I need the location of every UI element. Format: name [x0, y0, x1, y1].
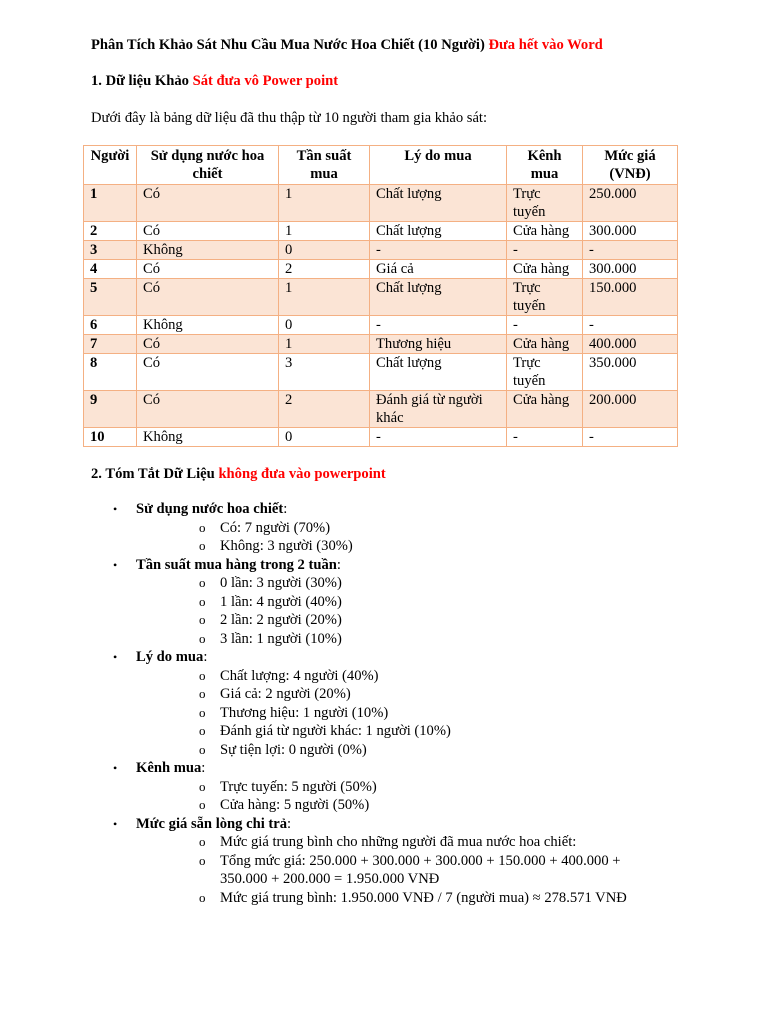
summary-label-colon: :	[203, 649, 208, 665]
cell-person: 1	[84, 185, 137, 222]
summary-subitem	[91, 722, 691, 741]
summary-subitem-text: Thương hiệu: 1 người (10%)	[220, 704, 389, 721]
circle-bullet-icon: o	[199, 519, 206, 535]
summary-subitem-text: Mức giá trung bình cho những người đã mua nước hoa chiết:	[220, 834, 577, 850]
summary-label: Lý do mua	[136, 649, 204, 665]
section1-note: Sát đưa vô Power point	[192, 73, 339, 89]
bullet-dot-icon: •	[113, 816, 118, 831]
cell-frequency: 0	[279, 241, 370, 260]
summary-label-colon: :	[287, 815, 292, 832]
cell-person: 5	[84, 279, 137, 316]
summary-bullet-text	[136, 759, 205, 778]
cell-person: 9	[84, 391, 137, 428]
summary-group	[91, 648, 691, 759]
title-main: Phân Tích Khảo Sát Nhu Cầu Mua Nước Hoa Chiết (10 Người)	[91, 37, 485, 53]
cell-frequency: 0	[279, 428, 370, 447]
header-cell-reason: Lý do mua	[370, 146, 507, 185]
section2-heading	[91, 466, 386, 483]
cell-reason: Chất lượng	[370, 222, 507, 241]
summary-subitem	[91, 685, 691, 704]
cell-frequency: 2	[279, 260, 370, 279]
summary-subitem-text: 1 lần: 4 người (40%)	[220, 593, 342, 610]
summary-label-colon: :	[201, 760, 206, 776]
summary-subitem-text: 0 lần: 3 người (30%)	[220, 575, 342, 591]
circle-bullet-icon: o	[199, 704, 206, 720]
cell-usage: Không	[137, 316, 279, 335]
cell-usage: Có	[137, 185, 279, 222]
cell-reason: Thương hiệu	[370, 335, 507, 354]
cell-reason: Chất lượng	[370, 279, 507, 316]
summary-subitem	[91, 593, 691, 612]
header-cell-frequency: Tần suất mua	[279, 146, 370, 185]
summary-bullet	[91, 556, 691, 575]
cell-price: 300.000	[583, 222, 678, 241]
summary-subitem-text: 2 lần: 2 người (20%)	[220, 612, 342, 628]
table-row	[84, 222, 678, 241]
cell-channel: -	[507, 316, 583, 335]
circle-bullet-icon: o	[199, 778, 206, 794]
cell-channel: Trực tuyến	[507, 279, 583, 316]
table-row	[84, 391, 678, 428]
cell-person: 6	[84, 316, 137, 335]
cell-reason: Chất lượng	[370, 185, 507, 222]
cell-reason: Đánh giá từ người khác	[370, 391, 507, 428]
summary-subitem	[91, 796, 691, 815]
summary-subitem	[91, 704, 691, 723]
summary-subitem	[91, 611, 691, 630]
bullet-dot-icon: •	[113, 650, 118, 664]
summary-bullet	[91, 759, 691, 778]
table-row	[84, 260, 678, 279]
circle-bullet-icon: o	[199, 889, 206, 905]
survey-table	[83, 145, 678, 447]
summary-subitem-text: Giá cả: 2 người (20%)	[220, 686, 351, 702]
summary-bullet	[91, 648, 691, 667]
summary-subitem	[91, 833, 691, 852]
header-cell-usage: Sử dụng nước hoa chiết	[137, 146, 279, 185]
bullet-dot-icon: •	[113, 761, 118, 775]
table-row	[84, 241, 678, 260]
cell-frequency: 1	[279, 185, 370, 222]
cell-reason: Chất lượng	[370, 354, 507, 391]
circle-bullet-icon: o	[199, 575, 206, 590]
cell-usage: Có	[137, 260, 279, 279]
summary-group	[91, 815, 691, 908]
summary-subitem	[91, 574, 691, 593]
header-cell-person: Người	[84, 146, 137, 185]
cell-channel: -	[507, 428, 583, 447]
summary-subitem-text: 3 lần: 1 người (10%)	[220, 630, 342, 647]
summary-subitem-text: Sự tiện lợi: 0 người (0%)	[220, 741, 367, 758]
cell-frequency: 1	[279, 279, 370, 316]
circle-bullet-icon: o	[199, 538, 206, 553]
section1-heading-text: 1. Dữ liệu Khảo	[91, 73, 189, 89]
summary-subitem-text: Cửa hàng: 5 người (50%)	[220, 797, 370, 813]
summary-bullet	[91, 500, 691, 519]
cell-price: 200.000	[583, 391, 678, 428]
summary-subitem	[91, 852, 691, 889]
summary-group	[91, 556, 691, 649]
intro-paragraph: Dưới đây là bảng dữ liệu đã thu thập từ 10 người tham gia khảo sát:	[91, 110, 488, 126]
cell-frequency: 1	[279, 335, 370, 354]
summary-subitem	[91, 667, 691, 686]
cell-price: -	[583, 316, 678, 335]
summary-subitem-text: Trực tuyến: 5 người (50%)	[220, 778, 377, 795]
table-row	[84, 316, 678, 335]
summary-subitem	[91, 630, 691, 649]
bullet-dot-icon: •	[113, 557, 118, 572]
summary-subitem	[91, 778, 691, 797]
cell-person: 3	[84, 241, 137, 260]
cell-price: 350.000	[583, 354, 678, 391]
title-note: Đưa hết vào Word	[488, 37, 603, 53]
cell-price: 250.000	[583, 185, 678, 222]
cell-reason: -	[370, 241, 507, 260]
summary-list	[91, 500, 691, 907]
cell-person: 8	[84, 354, 137, 391]
summary-subitem	[91, 889, 691, 908]
summary-subitem-text: Có: 7 người (70%)	[220, 519, 331, 536]
summary-label: Kênh mua	[136, 760, 202, 776]
circle-bullet-icon: o	[199, 834, 206, 849]
cell-price: 150.000	[583, 279, 678, 316]
table-body	[84, 185, 678, 447]
cell-usage: Không	[137, 241, 279, 260]
summary-bullet-text	[136, 500, 287, 519]
cell-channel: Cửa hàng	[507, 391, 583, 428]
cell-person: 7	[84, 335, 137, 354]
summary-bullet-text	[136, 556, 341, 575]
cell-usage: Có	[137, 354, 279, 391]
header-cell-price: Mức giá (VNĐ)	[583, 146, 678, 185]
cell-person: 10	[84, 428, 137, 447]
circle-bullet-icon: o	[199, 741, 206, 757]
circle-bullet-icon: o	[199, 593, 206, 609]
summary-label: Mức giá sẵn lòng chi trả	[136, 815, 288, 832]
summary-label-colon: :	[283, 501, 288, 517]
circle-bullet-icon: o	[199, 667, 206, 683]
cell-price: -	[583, 241, 678, 260]
document-title	[91, 37, 603, 54]
table-row	[84, 335, 678, 354]
section2-note: không đưa vào powerpoint	[218, 466, 386, 482]
summary-bullet	[91, 815, 691, 834]
summary-subitem-text: Không: 3 người (30%)	[220, 538, 353, 554]
summary-bullet-text	[136, 648, 207, 667]
table-header-row	[84, 146, 678, 185]
cell-price: 300.000	[583, 260, 678, 279]
cell-price: 400.000	[583, 335, 678, 354]
cell-channel: Cửa hàng	[507, 335, 583, 354]
table-row	[84, 354, 678, 391]
cell-frequency: 3	[279, 354, 370, 391]
cell-reason: -	[370, 428, 507, 447]
cell-channel: Trực tuyến	[507, 354, 583, 391]
summary-subitem	[91, 537, 691, 556]
summary-subitem	[91, 741, 691, 760]
cell-usage: Có	[137, 335, 279, 354]
cell-person: 4	[84, 260, 137, 279]
summary-group	[91, 500, 691, 556]
cell-channel: Trực tuyến	[507, 185, 583, 222]
circle-bullet-icon: o	[199, 797, 206, 812]
cell-channel: Cửa hàng	[507, 260, 583, 279]
cell-frequency: 1	[279, 222, 370, 241]
table-row	[84, 279, 678, 316]
circle-bullet-icon: o	[199, 852, 206, 868]
cell-reason: -	[370, 316, 507, 335]
cell-channel: -	[507, 241, 583, 260]
summary-label-colon: :	[336, 556, 341, 573]
summary-subitem-text: Mức giá trung bình: 1.950.000 VNĐ / 7 (người mua) ≈ 278.571 VNĐ	[220, 889, 627, 906]
cell-frequency: 2	[279, 391, 370, 428]
table-row	[84, 428, 678, 447]
summary-label: Sử dụng nước hoa chiết	[136, 501, 284, 517]
circle-bullet-icon: o	[199, 686, 206, 701]
cell-price: -	[583, 428, 678, 447]
cell-usage: Có	[137, 222, 279, 241]
cell-person: 2	[84, 222, 137, 241]
summary-subitem-text: Chất lượng: 4 người (40%)	[220, 667, 379, 684]
bullet-dot-icon: •	[113, 502, 118, 516]
summary-group	[91, 759, 691, 815]
cell-usage: Không	[137, 428, 279, 447]
circle-bullet-icon: o	[199, 630, 206, 646]
summary-subitem	[91, 519, 691, 538]
cell-frequency: 0	[279, 316, 370, 335]
summary-subitem-text: Đánh giá từ người khác: 1 người (10%)	[220, 723, 451, 739]
summary-bullet-text	[136, 815, 291, 834]
cell-channel: Cửa hàng	[507, 222, 583, 241]
circle-bullet-icon: o	[199, 723, 206, 738]
table-row	[84, 185, 678, 222]
section1-heading	[91, 73, 338, 90]
header-cell-channel: Kênh mua	[507, 146, 583, 185]
section2-heading-text: 2. Tóm Tắt Dữ Liệu	[91, 466, 215, 482]
cell-usage: Có	[137, 391, 279, 428]
summary-label: Tần suất mua hàng trong 2 tuần	[136, 556, 337, 573]
summary-subitem-text: Tổng mức giá: 250.000 + 300.000 + 300.000 + 150.000 + 400.000 + 350.000 + 200.000 = 1.950.000 VNĐ	[220, 852, 621, 887]
cell-reason: Giá cả	[370, 260, 507, 279]
circle-bullet-icon: o	[199, 612, 206, 627]
cell-usage: Có	[137, 279, 279, 316]
